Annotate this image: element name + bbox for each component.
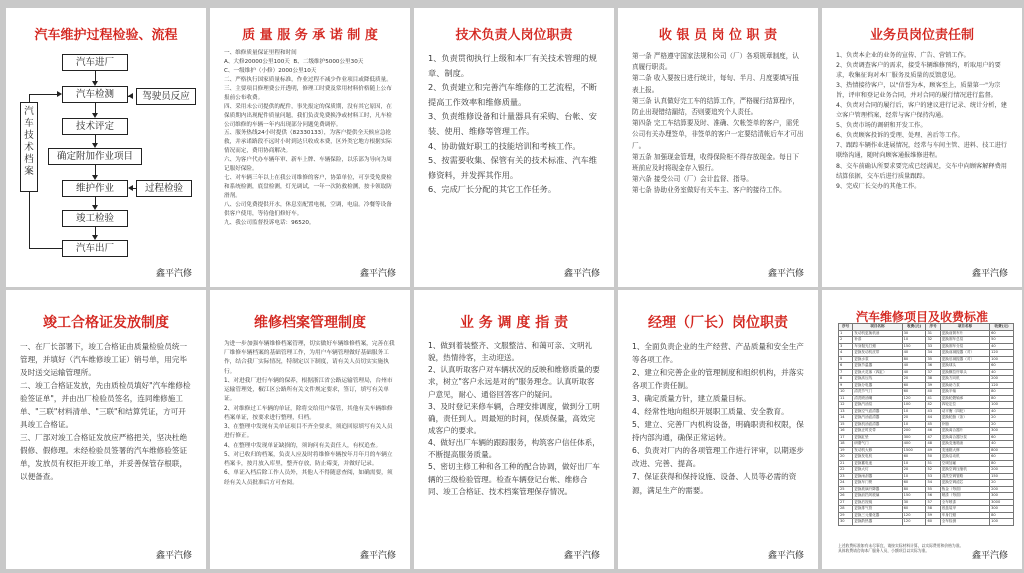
table-cell: 更换空调滤芯 — [940, 480, 989, 487]
table-cell: 16 — [839, 428, 853, 435]
table-cell: 400 — [902, 441, 926, 448]
table-cell: 更换分电器 — [853, 382, 902, 389]
table-cell: 12 — [839, 402, 853, 409]
table-cell: 56 — [926, 493, 940, 500]
panel-body: 1、做到着装整齐、文服整洁、和蔼可亲、文明礼貌，热情待客，主动迎送。 2、认真听取客户对车辆状况的反映和维修质量的要求，树立"客户永远是对的"服务理念。认真听取客户意见，耐心、通俗回答客户的疑问。 3、及时登记来修车辆，合理安排调度，做到分工明确，责任到人。周最短的时间，保质保量，高效完成客户的要求。 4、做好出厂车辆的跟踪服务，构筑客户信任体系，不断提高服务质量。 5、密切主修工种和各工种的配合协调，做好出厂车辆的三级检验管理。检查车辆登记台帐、维修合同、竣工合格证、技术档案管理保存情况。 — [428, 341, 600, 496]
flow-step-final-check: 竣工检验 — [62, 210, 128, 227]
table-cell: 20 — [990, 480, 1014, 487]
panel-body: 1、负责贯彻执行上级和本厂有关技术管理的规章、制度。 2、负责建立和完善汽车维修的工艺流程，不断提高工作效率和维修质量。 3、负责维修设备和计量器具有采购、台帐、安装、使用、维修等管理工作。 4、协助做好职工的技能培训和考核工作。 5、按需要收集、保管有关的技术标准、汽车维修资料，并发挥其作用。 6、完成厂长分配的其它工作任务。 — [428, 53, 597, 195]
panel-certificate — [6, 290, 206, 569]
flow-arrow — [92, 205, 98, 210]
table-cell: 60 — [990, 330, 1014, 337]
table-cell: 清洗节气门 — [853, 389, 902, 396]
table-cell: 3000 — [990, 499, 1014, 506]
table-cell: 300 — [990, 493, 1014, 500]
signature: 鑫平汽修 — [155, 551, 192, 561]
table-cell: 21 — [839, 460, 853, 467]
panel-title: 汽车维修项目及收费标准 — [855, 310, 988, 324]
signature: 鑫平汽修 — [359, 269, 396, 279]
flow-arrow — [92, 143, 98, 148]
table-cell: 34 — [926, 350, 940, 357]
table-row — [839, 519, 1014, 526]
panel-title: 维修档案管理制度 — [254, 315, 366, 331]
table-cell: 更换方向机 — [940, 376, 989, 383]
table-cell: 60 — [902, 506, 926, 513]
panel-manager — [618, 290, 818, 569]
flow-arrow — [92, 113, 98, 118]
table-cell: 40 — [902, 363, 926, 370]
table-cell: 80 — [990, 512, 1014, 519]
table-cell: 更换节温器 — [853, 363, 902, 370]
table-cell: 300 — [990, 506, 1014, 513]
table-cell: 全车检测 — [940, 519, 989, 526]
table-cell: 更换助力泵 — [940, 382, 989, 389]
panel-body: 1、负责本企业的业务的宣传、广告、营销工作。 2、负责调查客户的需求，接受车辆维修预约，听取用户的要求，收集征询对本厂服务及质量的反馈意见。 3、热情接待客户，以"信誉为本，顾客至上，质量第一"为宗旨，评审和登记业务合同，并对合同的履行情况进行监督。 4、负责对合同的履行后，客户的建议进行记录、统计分析，建立客户管理档案，经常与客户保持沟通。 5、负责市场的调研和开发工作。 6、负责顾客投诉的受理、处理、善后等工作。 7、跟踪车辆作业进展情况，经常与车间主管、进料、技工进行联络沟通，随时向顾客通报维修进程。 8、交车前确认所要求要完成已经满足，交车中向顾客解释费用结算依据，交车后进行质量跟踪。 9、完成厂长交办的其他工作。 — [836, 52, 1007, 190]
table-cell: 更换发电机 — [853, 454, 902, 461]
table-cell: 更换变速箱油 — [940, 441, 989, 448]
table-cell: 47 — [926, 434, 940, 441]
table-cell: 80 — [990, 389, 1014, 396]
table-cell: 38 — [926, 376, 940, 383]
table-cell: 更换高压线 — [853, 376, 902, 383]
table-cell: 5 — [839, 356, 853, 363]
table-cell: 60 — [902, 382, 926, 389]
panel-title: 质 量 服 务 承 诺 制 度 — [242, 28, 378, 43]
table-cell: 40 — [926, 389, 940, 396]
table-cell: 10 — [839, 389, 853, 396]
table-cell: 更换刹车总泵 — [940, 337, 989, 344]
fee-table-header-cell: 序号 — [926, 324, 940, 331]
table-cell: 更换轮胎（条） — [940, 415, 989, 422]
table-cell: 50 — [926, 454, 940, 461]
table-cell: 更换发动机皮带 — [853, 350, 902, 357]
table-cell: 更换空调压缩机 — [940, 467, 989, 474]
table-cell: 40 — [990, 441, 1014, 448]
table-cell: 48 — [926, 441, 940, 448]
table-cell: 52 — [926, 467, 940, 474]
table-cell: 钣金（每面） — [940, 486, 989, 493]
flow-connector — [29, 94, 30, 102]
table-cell: 60 — [902, 480, 926, 487]
panel-title: 经理（厂长）岗位职责 — [648, 315, 788, 331]
table-cell: 更换刹车分泵 — [940, 343, 989, 350]
table-cell: 4 — [839, 350, 853, 357]
table-cell: 更换排气管 — [853, 506, 902, 513]
table-cell: 更换汽油泵 — [853, 402, 902, 409]
table-cell: 40 — [990, 408, 1014, 415]
table-cell: 喷漆（每面） — [940, 493, 989, 500]
flow-connector — [95, 135, 96, 143]
table-cell: 49 — [926, 447, 940, 454]
table-cell: 60 — [990, 454, 1014, 461]
flow-step-evaluate: 技术评定 — [62, 118, 128, 135]
panel-title: 竣工合格证发放制度 — [43, 315, 169, 331]
flow-driver-feedback: 驾驶员反应 — [136, 88, 196, 105]
table-cell: 20 — [902, 415, 926, 422]
table-cell: 120 — [990, 382, 1014, 389]
table-cell: 更换空气滤清器 — [853, 408, 902, 415]
table-cell: 更换水泵 — [853, 356, 902, 363]
table-cell: 80 — [902, 356, 926, 363]
table-cell: 800 — [990, 447, 1014, 454]
flow-connector — [95, 165, 96, 175]
signature: 鑫平汽修 — [563, 269, 600, 279]
table-cell: 14 — [839, 415, 853, 422]
flow-connector — [95, 197, 96, 205]
table-cell: 13 — [839, 408, 853, 415]
table-cell: 19 — [839, 447, 853, 454]
table-cell: 200 — [990, 486, 1014, 493]
table-cell: 41 — [926, 395, 940, 402]
signature: 鑫平汽修 — [767, 551, 804, 561]
signature: 鑫平汽修 — [971, 269, 1008, 279]
table-cell: 清洗空调管路 — [940, 473, 989, 480]
table-cell: 更换前刹车片 — [940, 330, 989, 337]
table-cell: 80 — [990, 395, 1014, 402]
table-cell: 45 — [926, 421, 940, 428]
panel-body: 一、在厂长部署下，竣工合格证由质量检验员统一管理，并填好（汽车维修竣工证）销号单，用完毕及时送交运输管理所。 二、竣工合格证发放，先由质检员填好"汽车维修检验签证单"，并由出厂检验员签名，连同维修施工单、"三联"材料清单、"三联"和结算凭证，方可开具竣工合格证。 三、厂部对竣工合格证发放应严格把关，坚决杜绝假修、假修理。未经检验员签署的汽车维修验签证单，发放员有权拒开竣工单，并妥善保管存根联，以便备查。 — [20, 342, 191, 482]
panel-title: 业 务 调 度 指 责 — [459, 315, 569, 331]
table-cell: 120 — [990, 350, 1014, 357]
table-cell: 32 — [926, 337, 940, 344]
panel-title: 技术负责人岗位职责 — [455, 28, 573, 43]
table-cell: 20 — [990, 421, 1014, 428]
table-cell: 更换火花塞（四缸） — [853, 369, 902, 376]
table-cell: 10 — [902, 421, 926, 428]
table-cell: 100 — [990, 356, 1014, 363]
signature: 鑫平汽修 — [971, 551, 1008, 561]
table-cell: 36 — [926, 363, 940, 370]
table-cell: 7 — [839, 369, 853, 376]
table-cell: 39 — [926, 382, 940, 389]
table-cell: 23 — [839, 473, 853, 480]
table-cell: 200 — [902, 428, 926, 435]
table-cell: 80 — [902, 486, 926, 493]
signature: 鑫平汽修 — [359, 551, 396, 561]
table-cell: 120 — [902, 519, 926, 526]
table-cell: 120 — [902, 512, 926, 519]
table-cell: 更换缸垫 — [853, 434, 902, 441]
table-cell: 更换球头 — [940, 363, 989, 370]
table-cell: 43 — [926, 408, 940, 415]
signature: 鑫平汽修 — [767, 269, 804, 279]
table-cell: 31 — [926, 330, 940, 337]
flow-arrow — [57, 91, 62, 97]
table-cell: 24 — [839, 480, 853, 487]
table-cell: 10 — [902, 337, 926, 344]
table-cell: 补漆 — [853, 337, 902, 344]
table-cell: 更换后减振器（对） — [940, 356, 989, 363]
table-cell: 20 — [902, 467, 926, 474]
table-cell: 80 — [990, 460, 1014, 467]
table-cell: 车身打蜡 — [940, 512, 989, 519]
table-cell: 更换玻璃升降器 — [853, 486, 902, 493]
table-cell: 20 — [902, 376, 926, 383]
panel-cashier — [618, 8, 818, 287]
table-cell: 30 — [902, 330, 926, 337]
table-cell: 6 — [839, 363, 853, 370]
flow-step-enter: 汽车进厂 — [62, 54, 128, 71]
panel-quality — [210, 8, 410, 287]
table-cell: 空调加氟 — [940, 460, 989, 467]
table-cell: 20 — [990, 415, 1014, 422]
table-cell: 更换雨刮器 — [853, 473, 902, 480]
fee-table — [838, 323, 1014, 526]
table-cell: 150 — [990, 473, 1014, 480]
table-cell: 46 — [926, 428, 940, 435]
panel-body: 为进一步加强车辆维修档案管理，切实做好车辆维修档案，完善在我厂维修车辆档案的基础管理工作，为用户车辆管理做好基础服务工作，结合我厂实际情况，特制定以下制度，请有关人员切实实施执行。 1、对进我厂进行车辆的保养，根据浙江省公路运输管理局，台州市运输管理处，椒江区公路所有关文件规定要求，签订，填写有关单证。 2、对维修过工车辆的单证，除将交给用户保管，其他有关车辆维修档案单证，按要求进行整理，归档。 3、在整理中发现有关单证项目不齐全要求，须追回原填写有关人员进行修正。 4、在整理中发现单证缺损的，须询问有关责任人，有权追查。 5、对已收归的档案，负责人应及时将维修车辆按年月年月的车辆立档案卡，按月放入库里，整齐存放，防止霉变，并做好记录。 6、单证入档后除工作人员外，其他人不得随意查阅，如确需要，须经有关人员批准后方可查阅。 — [224, 341, 395, 486]
table-cell: 28 — [839, 506, 853, 513]
flow-arrow — [92, 81, 98, 86]
table-cell: 55 — [926, 486, 940, 493]
table-cell: 22 — [839, 467, 853, 474]
table-cell: 60 — [990, 363, 1014, 370]
table-cell: 更换横拉杆球头 — [940, 369, 989, 376]
table-cell: 更换汽油滤清器 — [853, 415, 902, 422]
table-cell: 10 — [902, 460, 926, 467]
table-cell: 更换前挡风玻璃 — [853, 493, 902, 500]
table-cell: 更换半轴 — [940, 389, 989, 396]
table-cell: 300 — [902, 434, 926, 441]
table-cell: 40 — [990, 369, 1014, 376]
table-cell: 9 — [839, 382, 853, 389]
panel-title: 汽车维护过程检验、流程 — [34, 28, 178, 43]
table-cell: 17 — [839, 434, 853, 441]
table-cell: 54 — [926, 480, 940, 487]
fee-table-header-cell: 收费(元) — [902, 324, 926, 331]
table-cell: 37 — [926, 369, 940, 376]
table-cell: 18 — [839, 441, 853, 448]
table-cell: 动平衡（四轮） — [940, 408, 989, 415]
panel-body: 一、维修质量保证里程和时间 A、大修20000公里100天 B、二级维护5000公里30天 C、一级维护（小修）2000公里10天 二、严格执行国家质量标准，作业过程不减少作业项目或降低质量。 三、主要项目修理费公开透明，修理工时费及常用材料价格随上公布报前公布收费。 四、采用未公司提供的配件，事先报定的保质期，没有其它原因，在保质期内出现配件质量问题，我们负责免费换净或材料工时，凡车检公司维修的车辆一年内出现部分问题免费调停。 五、服务热线24小时提供（82330133），为客户提供全天候应急抢救，并承诺路段不远时小时到达只收成本费，区外类它地方根据实际情况而定，费用协商解决。 六、为客户代办车辆年审、新车上牌、车辆保险，以乐部为导向为周记服好保险。 七、对车辆三年以上在我公司维修的客户，协第单位，可享受免费检和系统检测，底盘检测，灯光调试，一年一次防救检测，按卡领取防滑剂。 八、公司免费提供开水，休息室配置电视，空调，电扇。冷餐等设备供客户使用，等待他们修好车。 九、我公司监督投诉电话：96520。 — [224, 50, 392, 226]
flow-connector — [133, 188, 136, 189]
table-cell: 27 — [839, 499, 853, 506]
table-cell: 57 — [926, 499, 940, 506]
table-cell: 更换前减振器（对） — [940, 350, 989, 357]
table-cell: 变速箱大修 — [940, 447, 989, 454]
table-cell: 清洗喷油嘴 — [853, 395, 902, 402]
table-cell: 60 — [902, 454, 926, 461]
table-cell: 发动机大修 — [853, 447, 902, 454]
table-cell: 29 — [839, 512, 853, 519]
table-cell: 全车喷漆 — [940, 499, 989, 506]
table-cell: 120 — [902, 395, 926, 402]
flow-step-extra-items: 确定附加作业项目 — [48, 148, 142, 165]
signature: 鑫平汽修 — [563, 551, 600, 561]
table-cell: 25 — [839, 486, 853, 493]
panel-dispatch — [414, 290, 614, 569]
panel-title: 业务员岗位责任制 — [869, 28, 974, 43]
flow-connector — [95, 71, 96, 81]
flow-arrow — [92, 175, 98, 180]
table-cell: 300 — [990, 428, 1014, 435]
table-cell: 更换正时皮带 — [853, 428, 902, 435]
table-cell: 3 — [839, 343, 853, 350]
table-cell: 42 — [926, 402, 940, 409]
table-cell: 10 — [902, 473, 926, 480]
flow-connector — [29, 248, 62, 249]
fee-table-header-cell: 序号 — [839, 324, 853, 331]
table-cell: 40 — [990, 343, 1014, 350]
table-cell: 200 — [990, 376, 1014, 383]
table-cell: 35 — [926, 356, 940, 363]
table-cell: 60 — [902, 389, 926, 396]
fee-table-header-cell: 项目名称 — [853, 324, 902, 331]
flow-connector — [29, 192, 30, 248]
table-cell: 更换离合器分泵 — [940, 434, 989, 441]
fee-table-body — [839, 330, 1014, 525]
panel-title: 收 银 员 岗 位 职 责 — [658, 28, 778, 43]
table-cell: 60 — [926, 519, 940, 526]
table-cell: 更换轮毂轴承 — [940, 395, 989, 402]
table-cell: 研磨气门 — [853, 441, 902, 448]
flow-connector — [95, 103, 96, 113]
table-cell: 44 — [926, 415, 940, 422]
table-cell: 100 — [990, 402, 1014, 409]
fee-table-header-cell: 收费(元) — [990, 324, 1014, 331]
table-cell: 更换车门锁 — [853, 480, 902, 487]
panel-body: 1、全面负责企业的生产经营、产品质量和安全生产等各项工作。 2、建立和完善企业的管理制度和组织机构，并落实各项工作责任制。 3、确定质量方针，建立质量目标。 4、经常性地向组织开展职工质量、安全教育。 5、建立、完善厂内机构设备，明确职责和权限，保持内部沟通，确保正常运转。 6、负责对厂内的各项管理工作进行评审，以期逐步改进、完善、提高。 7、保证获得和保持设施、设备、人员等必需的资源，满足生产的需要。 — [632, 342, 804, 495]
panel-tech — [414, 8, 614, 287]
table-cell: 30 — [839, 519, 853, 526]
fee-note: 上述收费标准如有未尽事宜，请按实际材料计算，以实际费用和价格为准。 具体收费请咨询本厂服务人员，小额项目以实际为准。 — [838, 543, 964, 553]
flow-connector — [95, 227, 96, 235]
flow-step-exit: 汽车出厂 — [62, 240, 128, 257]
table-cell: 发动机更换机油 — [853, 330, 902, 337]
table-cell: 33 — [926, 343, 940, 350]
table-cell: 26 — [839, 493, 853, 500]
flow-arrow — [92, 235, 98, 240]
table-cell: 150 — [902, 343, 926, 350]
table-cell: 更换大灯 — [853, 467, 902, 474]
table-cell: 更换蓄电池 — [853, 460, 902, 467]
table-cell: 20 — [839, 454, 853, 461]
table-cell: 59 — [926, 512, 940, 519]
table-cell: 更换三元催化器 — [853, 512, 902, 519]
table-cell: 车身抛光打蜡 — [853, 343, 902, 350]
table-cell: 10 — [902, 408, 926, 415]
table-cell: 1 — [839, 330, 853, 337]
flow-step-detect: 汽车检测 — [62, 86, 128, 103]
table-cell: 50 — [990, 337, 1014, 344]
panel-process — [6, 8, 206, 287]
table-cell: 40 — [902, 369, 926, 376]
panel-sales — [822, 8, 1022, 287]
table-cell: 更换机油滤清器 — [853, 421, 902, 428]
table-cell: 40 — [902, 350, 926, 357]
table-cell: 2 — [839, 337, 853, 344]
table-cell: 100 — [990, 519, 1014, 526]
table-cell: 更换离合器片 — [940, 428, 989, 435]
table-cell: 更换启动机 — [940, 454, 989, 461]
table-cell: 51 — [926, 460, 940, 467]
flow-step-maintenance: 维护作业 — [62, 180, 128, 197]
flow-archive-box: 汽车技术档案 — [20, 102, 38, 192]
table-cell: 53 — [926, 473, 940, 480]
table-cell: 更换散热器 — [853, 519, 902, 526]
fee-table-header-cell: 项目名称 — [940, 324, 989, 331]
table-cell: 30 — [902, 499, 926, 506]
flow-connector — [29, 94, 57, 95]
table-cell: 150 — [902, 493, 926, 500]
table-cell: 200 — [990, 467, 1014, 474]
table-cell: 60 — [990, 434, 1014, 441]
table-cell: 11 — [839, 395, 853, 402]
table-cell: 更换后视镜 — [853, 499, 902, 506]
table-cell: 底盘装甲 — [940, 506, 989, 513]
flow-arrow — [128, 93, 133, 99]
table-cell: 8 — [839, 376, 853, 383]
table-cell: 1500 — [902, 447, 926, 454]
panel-archives — [210, 290, 410, 569]
table-cell: 补胎 — [940, 421, 989, 428]
panel-body: 第一条 严格遵守国家法规和公司（厂）各项规章制度，认真履行职责。 第二条 收入要按日进行统计，每旬、半月、月度要填写报表上报。 第三条 认真做好完工车的结算工作，严格履行结算程序，防止出现错结漏结，否则要追究个人责任。 第四条 完工车结算要及时、准确、欠帐签单的客户，需凭公司有关办理签单，非签单的客户一定要结清帐后车才可出厂。 第五条 加强现金管理，收得保险柜不得存放现金。每日下班前应及时将现金存入银行。 第六条 接受公司（厂）会计监督、指导。 第七条 协助业务室做好有关车主、客户的接待工作。 — [632, 52, 804, 195]
table-cell: 100 — [902, 402, 926, 409]
flow-process-check: 过程检验 — [136, 180, 192, 197]
table-cell: 四轮定位 — [940, 402, 989, 409]
signature: 鑫平汽修 — [155, 269, 192, 279]
flow-arrow — [128, 185, 133, 191]
table-cell: 58 — [926, 506, 940, 513]
table-cell: 15 — [839, 421, 853, 428]
